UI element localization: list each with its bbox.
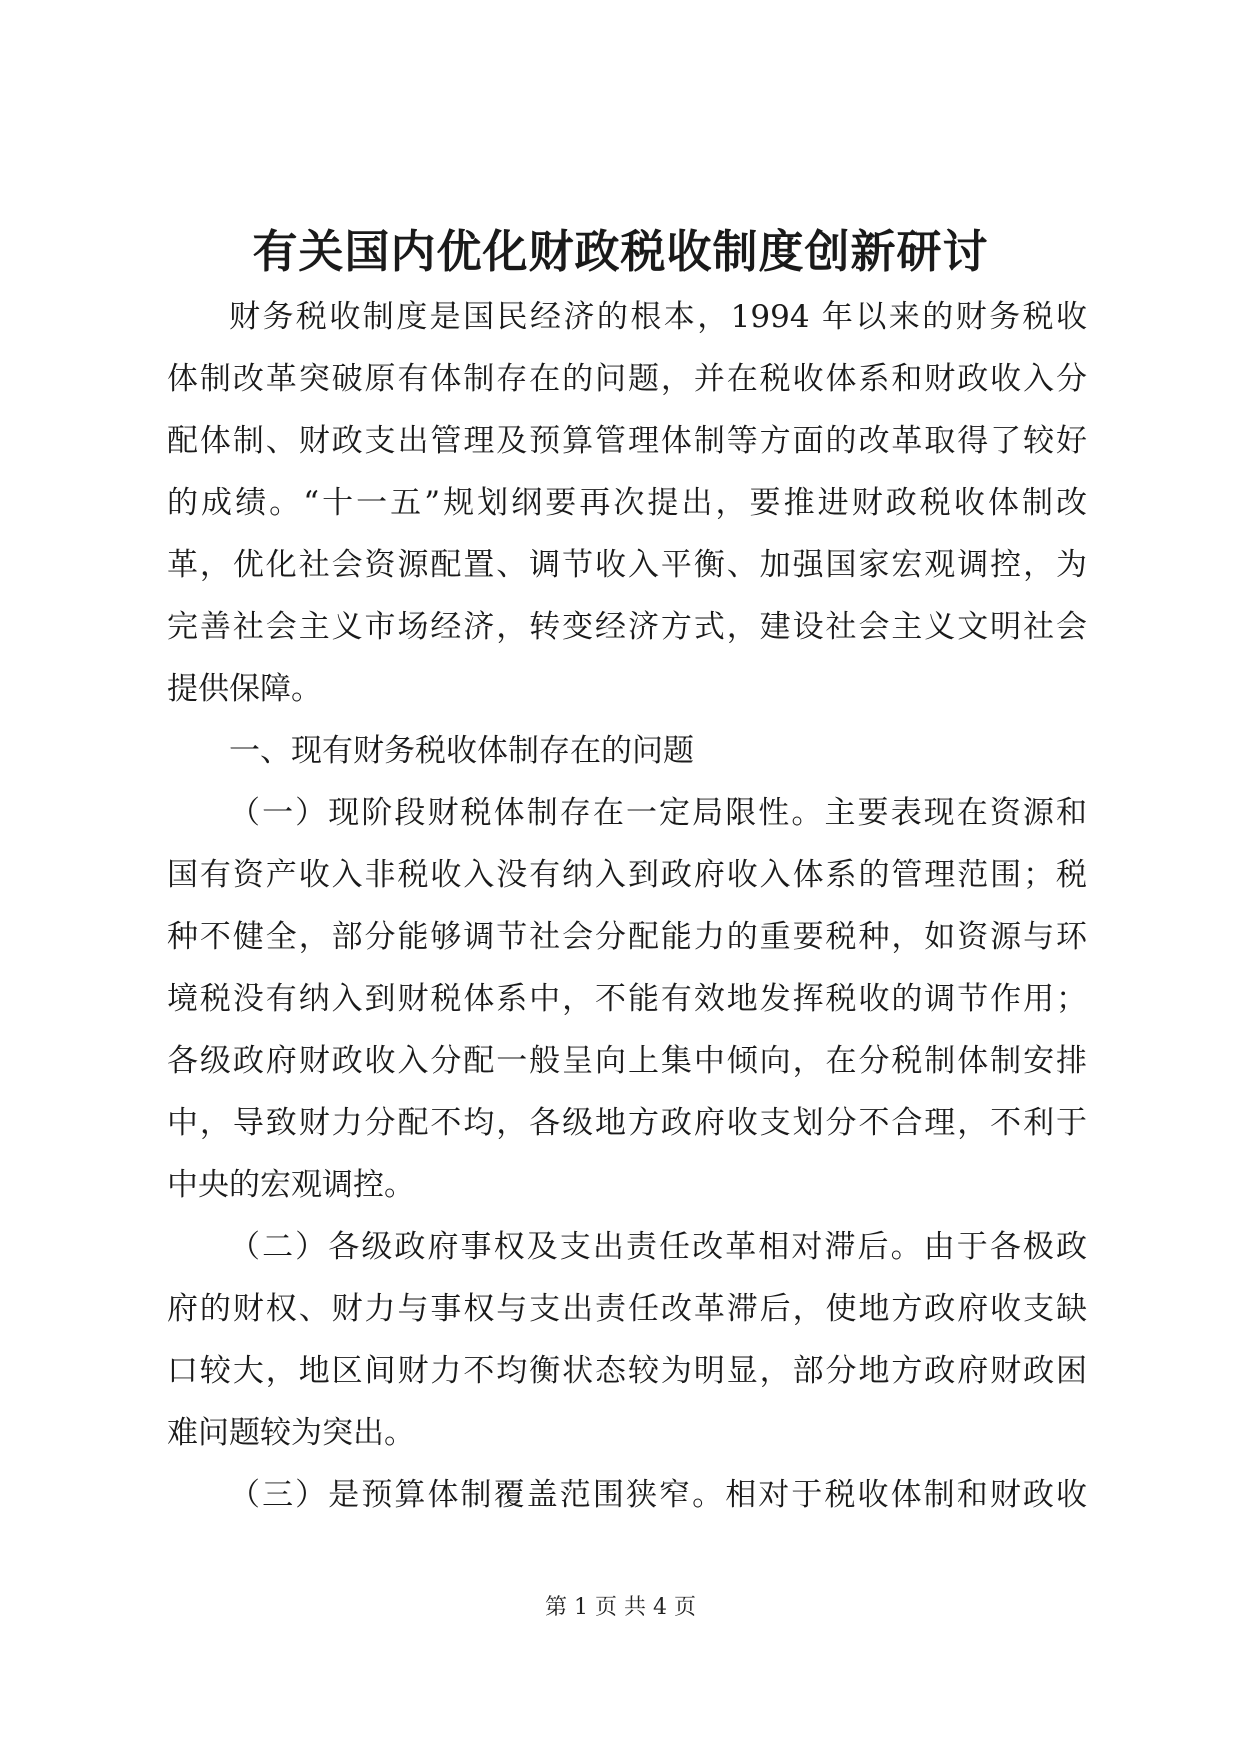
paragraph-line: 财务税收制度是国民经济的根本，1994 年以来的财务税收 bbox=[229, 299, 1087, 335]
paragraph-line: 各级政府财政收入分配一般呈向上集中倾向，在分税制体制安排 bbox=[167, 1043, 1087, 1079]
paragraph-line: 难问题较为突出。 bbox=[167, 1415, 415, 1451]
section-heading: 一、现有财务税收体制存在的问题 bbox=[229, 733, 694, 769]
paragraph-line: 革，优化社会资源配置、调节收入平衡、加强国家宏观调控，为 bbox=[167, 547, 1087, 583]
paragraph-line: 种不健全，部分能够调节社会分配能力的重要税种，如资源与环 bbox=[167, 919, 1087, 955]
paragraph-line: （二）各级政府事权及支出责任改革相对滞后。由于各极政 bbox=[229, 1229, 1087, 1265]
document-body bbox=[167, 286, 1087, 1526]
paragraph-line: （三）是预算体制覆盖范围狭窄。相对于税收体制和财政收 bbox=[229, 1477, 1087, 1513]
paragraph-line: 府的财权、财力与事权与支出责任改革滞后，使地方政府收支缺 bbox=[167, 1291, 1087, 1327]
paragraph-line: 国有资产收入非税收入没有纳入到政府收入体系的管理范围；税 bbox=[167, 857, 1087, 893]
paragraph-line: 中央的宏观调控。 bbox=[167, 1167, 415, 1203]
paragraph-line: 完善社会主义市场经济，转变经济方式，建设社会主义文明社会 bbox=[167, 609, 1087, 645]
document-title: 有关国内优化财政税收制度创新研讨 bbox=[252, 225, 989, 278]
paragraph-line: 的成绩。“十一五”规划纲要再次提出，要推进财政税收体制改 bbox=[167, 485, 1087, 521]
paragraph-line: 中，导致财力分配不均，各级地方政府收支划分不合理，不利于 bbox=[167, 1105, 1087, 1141]
paragraph-line: 配体制、财政支出管理及预算管理体制等方面的改革取得了较好 bbox=[167, 423, 1087, 459]
paragraph-line: 口较大，地区间财力不均衡状态较为明显，部分地方政府财政困 bbox=[167, 1353, 1087, 1389]
paragraph-line: 境税没有纳入到财税体系中，不能有效地发挥税收的调节作用； bbox=[167, 981, 1087, 1017]
paragraph-line: 提供保障。 bbox=[167, 671, 322, 707]
page-footer: 第 1 页 共 4 页 bbox=[545, 1595, 696, 1620]
paragraph-line: （一）现阶段财税体制存在一定局限性。主要表现在资源和 bbox=[229, 795, 1087, 831]
paragraph-line: 体制改革突破原有体制存在的问题，并在税收体系和财政收入分 bbox=[167, 361, 1087, 397]
